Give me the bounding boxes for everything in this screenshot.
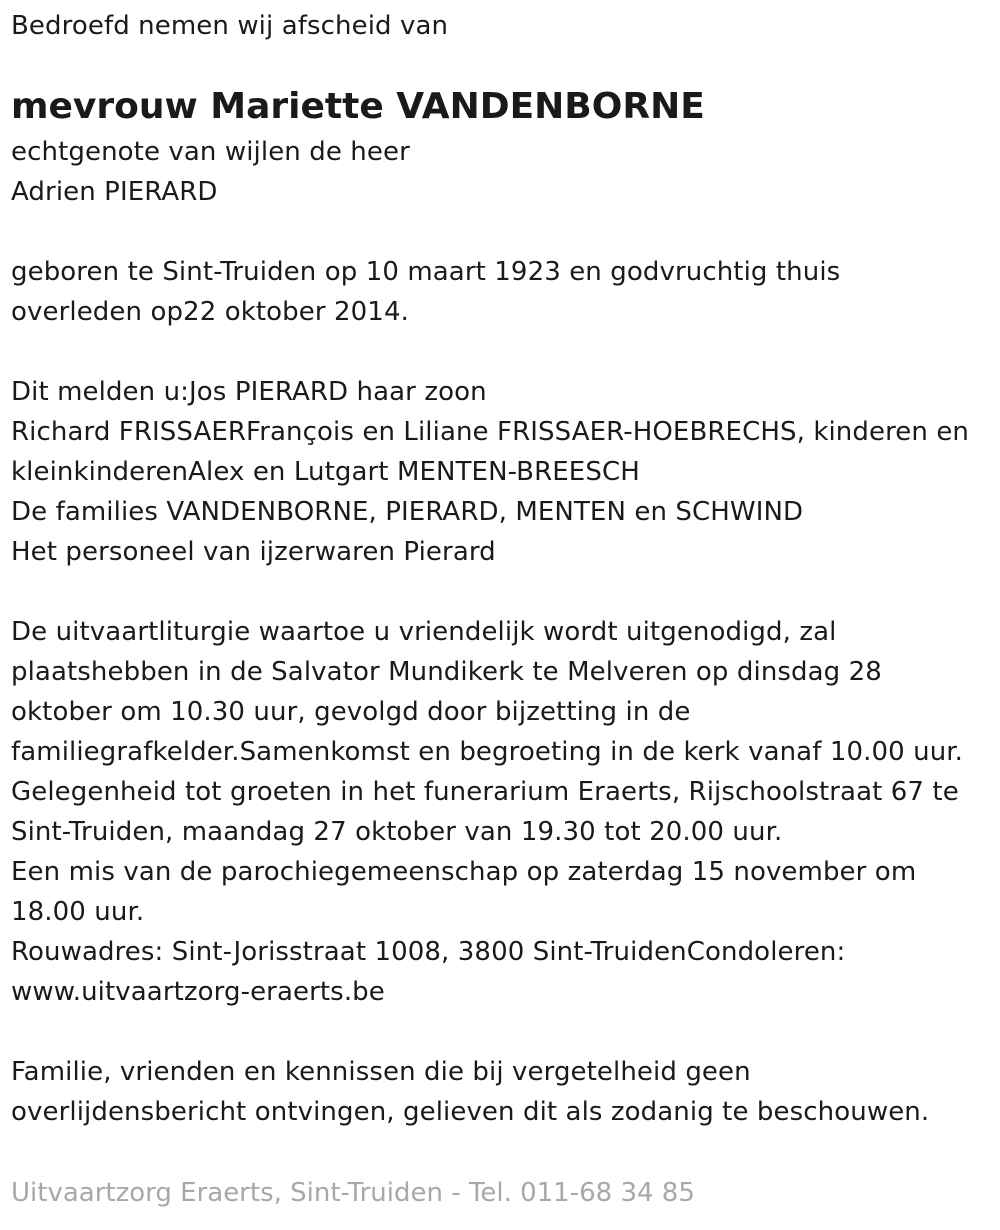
ceremony-line: Gelegenheid tot groeten in het funerarium Eraerts, Rijschoolstraat 67 te	[11, 777, 959, 807]
announcer-line: Dit melden u:Jos PIERARD haar zoon	[11, 377, 487, 407]
closing-line: Familie, vrienden en kennissen die bij vergetelheid geen	[11, 1057, 751, 1087]
spacer	[11, 212, 991, 252]
closing-line: overlijdensbericht ontvingen, gelieven dit als zodanig te beschouwen.	[11, 1097, 930, 1127]
ceremony-line: plaatshebben in de Salvator Mundikerk te Melveren op dinsdag 28	[11, 657, 882, 687]
spouse-name: Adrien PIERARD	[11, 177, 218, 207]
spouse-block	[11, 132, 991, 212]
announcers-block	[11, 372, 991, 572]
ceremony-line: Een mis van de parochiegemeenschap op zaterdag 15 november om	[11, 857, 917, 887]
ceremony-block	[11, 612, 991, 1012]
ceremony-line: De uitvaartliturgie waartoe u vriendelijk wordt uitgenodigd, zal	[11, 617, 837, 647]
announcer-line: Richard FRISSAERFrançois en Liliane FRISSAER-HOEBRECHS, kinderen en	[11, 417, 970, 447]
spacer	[11, 1012, 991, 1052]
spacer	[11, 332, 991, 372]
mourning-address: Rouwadres: Sint-Jorisstraat 1008, 3800 Sint-TruidenCondoleren:	[11, 937, 846, 967]
funeral-home-footer: Uitvaartzorg Eraerts, Sint-Truiden - Tel. 011-68 34 85	[11, 1178, 695, 1208]
announcer-line: kleinkinderenAlex en Lutgart MENTEN-BREESCH	[11, 457, 640, 487]
birth-line: geboren te Sint-Truiden op 10 maart 1923 en godvruchtig thuis	[11, 257, 841, 287]
intro-text: Bedroefd nemen wij afscheid van	[11, 11, 449, 41]
announcer-line: De families VANDENBORNE, PIERARD, MENTEN en SCHWIND	[11, 497, 804, 527]
condolence-website: www.uitvaartzorg-eraerts.be	[11, 977, 385, 1007]
birth-death-block	[11, 252, 991, 332]
death-line: overleden op22 oktober 2014.	[11, 297, 409, 327]
closing-block	[11, 1052, 991, 1132]
ceremony-line: 18.00 uur.	[11, 897, 145, 927]
obituary-notice	[11, 6, 991, 1132]
spacer	[11, 572, 991, 612]
ceremony-line: oktober om 10.30 uur, gevolgd door bijzetting in de	[11, 697, 691, 727]
announcer-line: Het personeel van ijzerwaren Pierard	[11, 537, 496, 567]
spouse-line: echtgenote van wijlen de heer	[11, 137, 410, 167]
deceased-name: mevrouw Mariette VANDENBORNE	[11, 86, 705, 127]
ceremony-line: Sint-Truiden, maandag 27 oktober van 19.30 tot 20.00 uur.	[11, 817, 783, 847]
ceremony-line: familiegrafkelder.Samenkomst en begroeting in de kerk vanaf 10.00 uur.	[11, 737, 964, 767]
